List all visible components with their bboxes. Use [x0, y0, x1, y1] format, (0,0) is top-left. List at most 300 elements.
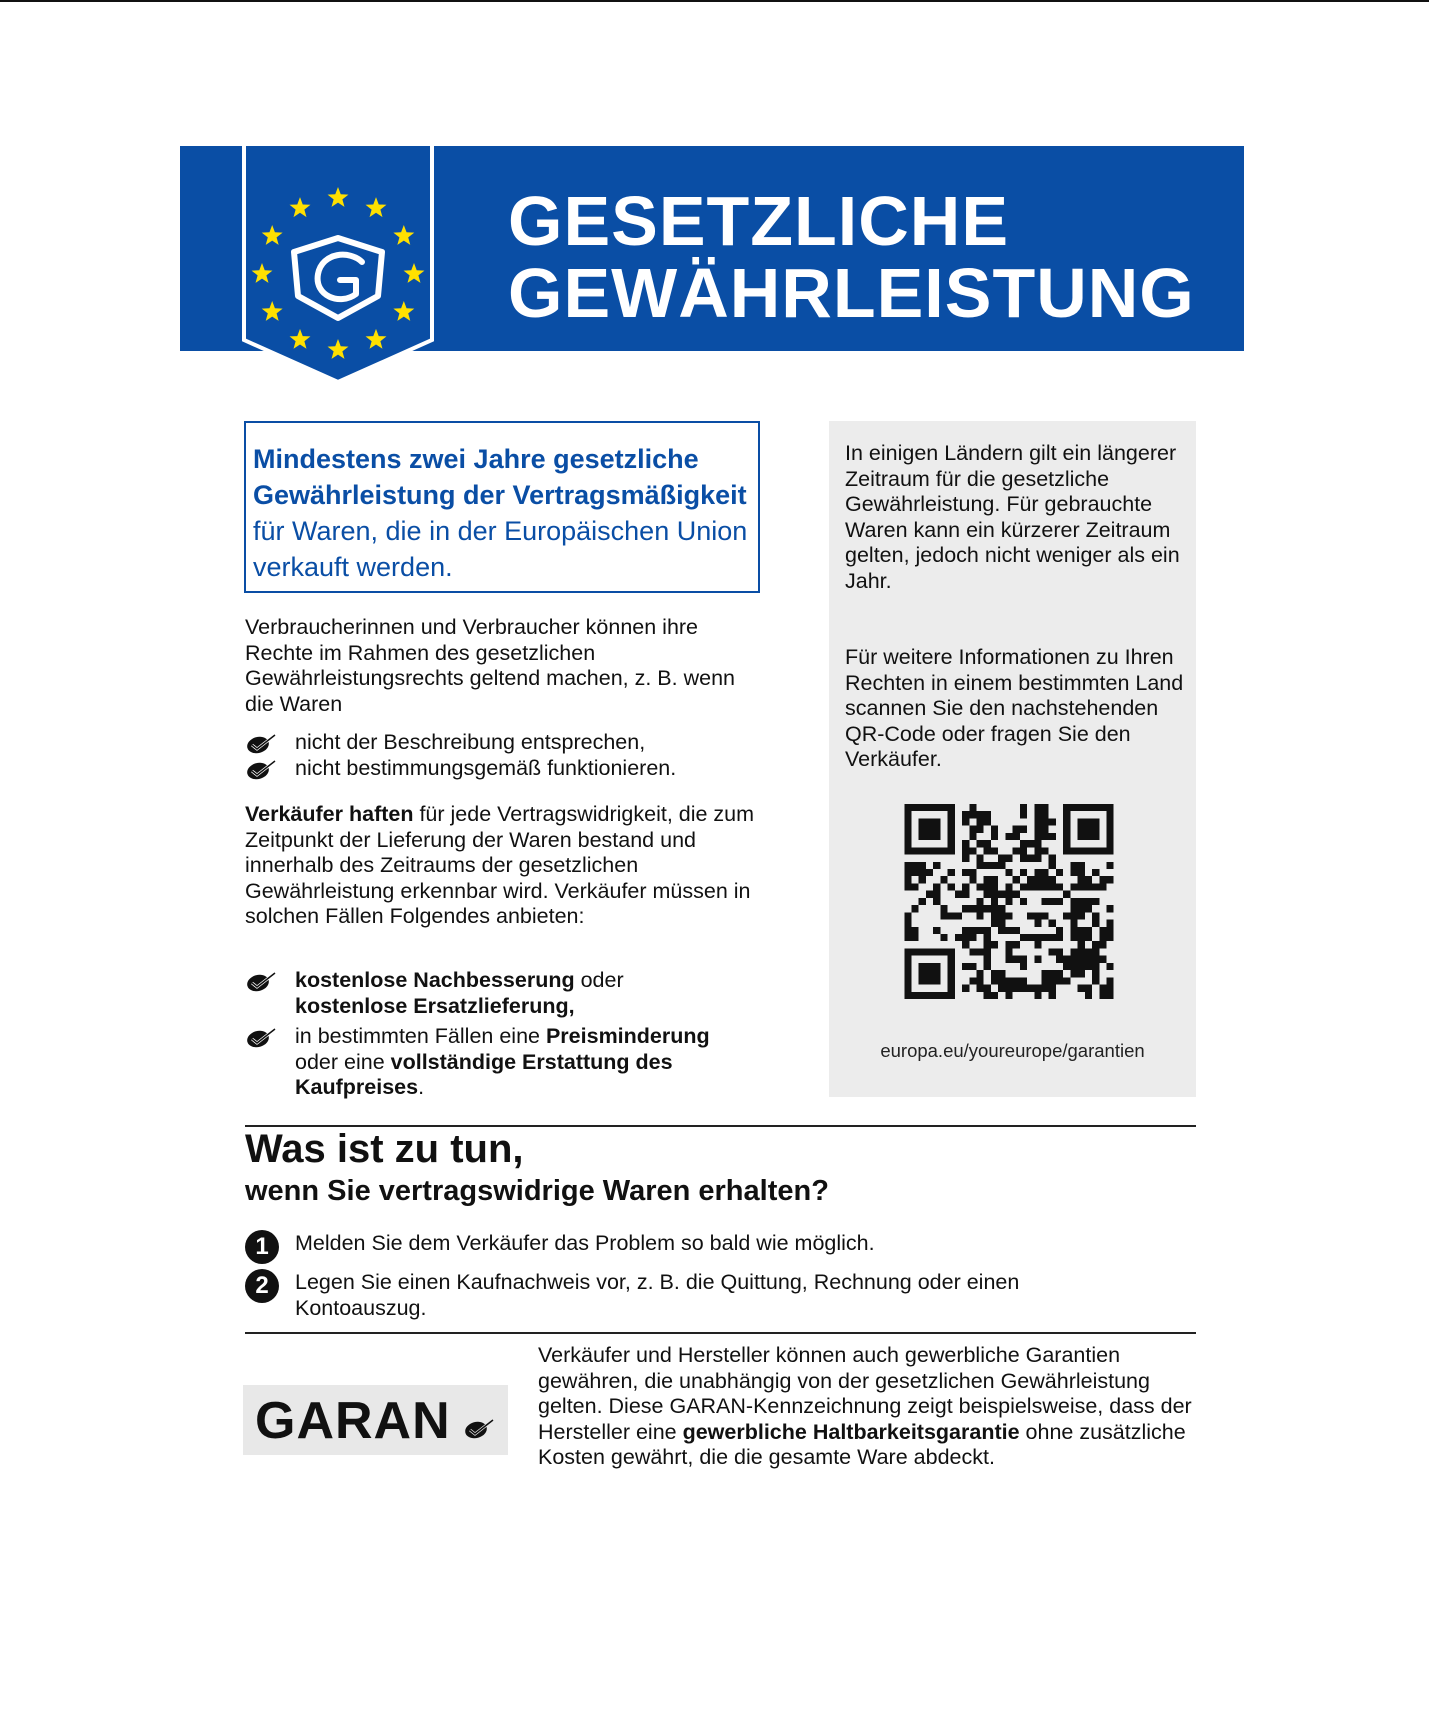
qr-module — [1049, 876, 1056, 883]
qr-module — [1085, 963, 1092, 970]
garan-bold: gewerbliche Haltbarkeitsgarantie — [682, 1419, 1020, 1444]
qr-module — [969, 934, 976, 941]
top-border-line — [0, 0, 1429, 2]
qr-module — [998, 927, 1005, 934]
qr-module — [1092, 920, 1099, 927]
qr-module — [1092, 941, 1099, 948]
qr-module — [904, 876, 911, 883]
qr-module — [984, 992, 991, 999]
qr-module — [991, 862, 998, 869]
qr-module — [904, 862, 911, 869]
qr-module — [998, 905, 1005, 912]
qr-module — [962, 934, 969, 941]
qr-module — [1034, 934, 1041, 941]
qr-code-icon[interactable] — [904, 804, 1114, 999]
qr-module — [1063, 891, 1070, 898]
qr-module — [984, 963, 991, 970]
qr-module — [1013, 927, 1020, 934]
qr-module — [1020, 934, 1027, 941]
qr-module — [1070, 927, 1077, 934]
step-text: Melden Sie dem Verkäufer das Problem so bald wie möglich. — [295, 1231, 875, 1255]
section-divider — [245, 1332, 1196, 1334]
garan-paragraph — [538, 1343, 1198, 1471]
qr-module — [1020, 898, 1027, 905]
qr-module — [904, 920, 911, 927]
qr-module — [1063, 963, 1070, 970]
highlight-bold: Mindestens zwei Jahre gesetzliche Gewährleistung der Vertragsmäßigkeit — [253, 444, 747, 510]
qr-module — [933, 883, 940, 890]
qr-module — [1099, 934, 1106, 941]
qr-module — [1107, 862, 1114, 869]
qr-module — [1070, 905, 1077, 912]
qr-module — [1063, 956, 1070, 963]
qr-module — [1078, 956, 1085, 963]
qr-module — [1034, 811, 1041, 818]
step-number: 2 — [245, 1269, 279, 1303]
qr-module — [1034, 855, 1041, 862]
qr-module — [1107, 985, 1114, 992]
qr-module — [1027, 934, 1034, 941]
qr-module — [969, 869, 976, 876]
qr-module — [1078, 876, 1085, 883]
qr-module — [1005, 956, 1012, 963]
list-item — [245, 756, 775, 782]
qr-module — [969, 876, 976, 883]
qr-module — [1078, 941, 1085, 948]
qr-module — [1092, 912, 1099, 919]
qr-module — [1020, 811, 1027, 818]
qr-module — [1042, 912, 1049, 919]
qr-module — [991, 826, 998, 833]
qr-module — [1034, 876, 1041, 883]
remedy-bold: Preisminderung — [545, 1024, 710, 1048]
qr-module — [1042, 826, 1049, 833]
qr-module — [1042, 804, 1049, 811]
qr-module — [998, 920, 1005, 927]
qr-module — [1013, 956, 1020, 963]
qr-module — [1085, 927, 1092, 934]
qr-module — [1056, 927, 1063, 934]
section-heading: Was ist zu tun, — [245, 1127, 524, 1171]
qr-module — [1034, 912, 1041, 919]
qr-module — [1034, 826, 1041, 833]
qr-module — [1070, 869, 1077, 876]
qr-module — [926, 891, 933, 898]
qr-module — [1107, 905, 1114, 912]
check-seal-icon — [245, 1027, 277, 1049]
qr-module — [1099, 876, 1106, 883]
qr-module — [1013, 985, 1020, 992]
qr-module — [912, 869, 919, 876]
qr-module — [991, 876, 998, 883]
qr-module — [1085, 992, 1092, 999]
qr-module — [1085, 898, 1092, 905]
qr-module — [1085, 883, 1092, 890]
list-item — [245, 1024, 775, 1101]
step-text: Legen Sie einen Kaufnachweis vor, z. B. die Quittung, Rechnung oder einen Kontoauszug. — [295, 1270, 1020, 1320]
qr-module — [940, 905, 947, 912]
qr-module — [1042, 934, 1049, 941]
qr-module — [1034, 833, 1041, 840]
qr-module — [904, 912, 911, 919]
check-seal-icon — [463, 1417, 495, 1441]
qr-module — [984, 927, 991, 934]
qr-module — [1020, 855, 1027, 862]
qr-module — [904, 883, 911, 890]
qr-module — [1013, 833, 1020, 840]
qr-module — [991, 891, 998, 898]
qr-module — [977, 905, 984, 912]
qr-module — [1078, 898, 1085, 905]
qr-module — [1056, 948, 1063, 955]
qr-module — [904, 869, 911, 876]
qr-module — [969, 826, 976, 833]
garan-text: Verkäufer und Hersteller können auch gewerbliche Garantien gewähren, die unabhängig von der gesetzlichen Gewährleistung gelten. Diese GARAN-Kennzeichnung zeigt beispielsweise, dass der Hersteller eine — [538, 1343, 1192, 1444]
qr-module — [977, 840, 984, 847]
qr-module — [1042, 898, 1049, 905]
qr-module — [991, 920, 998, 927]
qr-module — [1070, 862, 1077, 869]
qr-module — [1020, 840, 1027, 847]
check-seal-icon — [245, 971, 277, 993]
qr-module — [912, 862, 919, 869]
qr-module — [984, 876, 991, 883]
qr-module — [1078, 927, 1085, 934]
qr-module — [1034, 869, 1041, 876]
qr-module — [962, 941, 969, 948]
qr-module — [912, 927, 919, 934]
qr-module — [919, 862, 926, 869]
info-url[interactable]: europa.eu/youreurope/garantien — [880, 1040, 1145, 1061]
list-item — [245, 968, 775, 1019]
qr-module — [977, 862, 984, 869]
qr-module — [1085, 948, 1092, 955]
qr-module — [1049, 948, 1056, 955]
intro-paragraph: Verbraucherinnen und Verbraucher können ihre Rechte im Rahmen des gesetzlichen Gewährleistungsrechts geltend machen, z. B. wenn die Waren — [245, 615, 735, 716]
qr-module — [1005, 977, 1012, 984]
qr-module — [969, 833, 976, 840]
qr-module — [1092, 963, 1099, 970]
qr-module — [969, 948, 976, 955]
qr-module — [962, 818, 969, 825]
qr-module — [962, 811, 969, 818]
qr-module — [1005, 941, 1012, 948]
qr-module — [991, 883, 998, 890]
qr-module — [998, 855, 1005, 862]
qr-module — [984, 941, 991, 948]
qr-module — [977, 977, 984, 984]
qr-module — [977, 898, 984, 905]
qr-module — [977, 855, 984, 862]
qr-module — [991, 905, 998, 912]
qr-module — [1107, 876, 1114, 883]
qr-module — [1099, 956, 1106, 963]
qr-module — [955, 934, 962, 941]
qr-module — [1099, 941, 1106, 948]
qr-module — [977, 826, 984, 833]
qr-module — [962, 891, 969, 898]
qr-module — [998, 985, 1005, 992]
conditions-list — [245, 730, 775, 781]
qr-module — [912, 934, 919, 941]
condition-text: nicht bestimmungsgemäß funktionieren. — [295, 755, 677, 780]
remedy-bold: kostenlose Nachbesserung — [295, 968, 575, 992]
qr-module — [1099, 992, 1106, 999]
qr-module — [940, 876, 947, 883]
qr-module — [969, 804, 976, 811]
qr-module — [940, 912, 947, 919]
qr-module — [919, 869, 926, 876]
qr-module — [1034, 818, 1041, 825]
highlight-rest: für Waren, die in der Europäischen Union verkauft werden. — [253, 516, 748, 582]
qr-module — [977, 883, 984, 890]
qr-module — [933, 927, 940, 934]
step-number: 1 — [245, 1230, 279, 1264]
qr-module — [1042, 818, 1049, 825]
qr-module — [933, 862, 940, 869]
qr-module — [1049, 818, 1056, 825]
qr-module — [919, 963, 941, 985]
qr-module — [1092, 948, 1099, 955]
qr-module — [1020, 883, 1027, 890]
qr-module — [1034, 956, 1041, 963]
qr-module — [1042, 977, 1049, 984]
qr-module — [1049, 992, 1056, 999]
qr-module — [1027, 912, 1034, 919]
qr-module — [962, 963, 969, 970]
qr-module — [984, 948, 991, 955]
check-seal-icon — [245, 733, 277, 755]
highlight-box — [244, 421, 760, 593]
qr-module — [1099, 883, 1106, 890]
remedy-text: oder eine — [295, 1049, 391, 1074]
qr-module — [984, 847, 991, 854]
qr-module — [1056, 934, 1063, 941]
qr-module — [1107, 963, 1114, 970]
qr-module — [962, 883, 969, 890]
qr-module — [948, 883, 955, 890]
qr-module — [1042, 970, 1049, 977]
qr-module — [991, 847, 998, 854]
remedy-text: in bestimmten Fällen eine — [295, 1024, 546, 1048]
qr-module — [1070, 963, 1077, 970]
qr-module — [1027, 876, 1034, 883]
qr-module — [1049, 883, 1056, 890]
qr-module — [1020, 869, 1027, 876]
qr-module — [1078, 934, 1085, 941]
qr-module — [1078, 905, 1085, 912]
qr-module — [962, 855, 969, 862]
condition-text: nicht der Beschreibung entsprechen, — [295, 730, 646, 754]
qr-module — [1049, 898, 1056, 905]
qr-module — [1078, 985, 1085, 992]
qr-module — [998, 970, 1005, 977]
qr-module — [962, 905, 969, 912]
qr-module — [1092, 869, 1099, 876]
qr-module — [1099, 927, 1106, 934]
qr-module — [919, 876, 926, 883]
qr-module — [1034, 804, 1041, 811]
qr-module — [1070, 948, 1077, 955]
qr-module — [1078, 963, 1085, 970]
qr-module — [1056, 970, 1063, 977]
qr-module — [919, 898, 926, 905]
step-item — [245, 1231, 1145, 1260]
qr-module — [940, 934, 947, 941]
qr-module — [1056, 977, 1063, 984]
qr-module — [969, 927, 976, 934]
qr-module — [1042, 847, 1049, 854]
qr-module — [1056, 898, 1063, 905]
qr-module — [1107, 927, 1114, 934]
garan-logo — [243, 1385, 508, 1455]
qr-module — [1005, 948, 1012, 955]
qr-module — [1070, 883, 1077, 890]
qr-module — [1027, 883, 1034, 890]
qr-module — [1070, 970, 1077, 977]
qr-module — [969, 977, 976, 984]
qr-module — [1005, 869, 1012, 876]
qr-module — [1013, 826, 1020, 833]
qr-module — [1042, 883, 1049, 890]
qr-module — [998, 912, 1005, 919]
qr-module — [991, 992, 998, 999]
qr-module — [1034, 920, 1041, 927]
qr-module — [912, 883, 919, 890]
qr-module — [1092, 977, 1099, 984]
qr-module — [1020, 963, 1027, 970]
qr-module — [1020, 956, 1027, 963]
qr-module — [1034, 985, 1041, 992]
qr-module — [948, 912, 955, 919]
qr-module — [1070, 898, 1077, 905]
qr-module — [1085, 985, 1092, 992]
qr-module — [962, 927, 969, 934]
qr-module — [962, 869, 969, 876]
qr-module — [904, 934, 911, 941]
qr-module — [1078, 970, 1085, 977]
seller-bold: Verkäufer haften — [245, 802, 414, 826]
qr-module — [962, 840, 969, 847]
qr-module — [1063, 912, 1070, 919]
qr-module — [1049, 934, 1056, 941]
eu-guarantee-badge-icon — [242, 146, 434, 386]
qr-module — [1070, 934, 1077, 941]
qr-module — [1078, 883, 1085, 890]
qr-module — [984, 818, 991, 825]
qr-module — [1049, 970, 1056, 977]
qr-module — [1070, 912, 1077, 919]
qr-module — [926, 869, 933, 876]
qr-module — [1049, 920, 1056, 927]
qr-module — [1034, 941, 1041, 948]
qr-module — [1049, 862, 1056, 869]
qr-module — [984, 862, 991, 869]
qr-module — [1027, 855, 1034, 862]
qr-module — [998, 862, 1005, 869]
qr-module — [1063, 977, 1070, 984]
qr-module — [998, 977, 1005, 984]
title-line-2: GEWÄHRLEISTUNG — [508, 254, 1195, 332]
qr-module — [1092, 883, 1099, 890]
sidebar-paragraph-1: In einigen Ländern gilt ein längerer Zeitraum für die gesetzliche Gewährleistung. Für gebrauchte Waren kann ein kürzerer Zeitraum gelten, jedoch nicht weniger als ein Jahr. — [845, 441, 1180, 593]
qr-module — [969, 905, 976, 912]
qr-module — [1070, 920, 1077, 927]
qr-module — [904, 927, 911, 934]
qr-module — [1049, 855, 1056, 862]
qr-module — [1020, 977, 1027, 984]
qr-module — [1092, 970, 1099, 977]
qr-module — [991, 833, 998, 840]
qr-module — [1042, 985, 1049, 992]
qr-module — [1013, 941, 1020, 948]
remedies-list — [245, 968, 775, 1101]
remedy-bold: kostenlose Ersatzlieferung, — [295, 993, 575, 1018]
title-line-1: GESETZLICHE — [508, 182, 1010, 260]
qr-module — [1092, 956, 1099, 963]
qr-module — [1056, 883, 1063, 890]
qr-module — [1013, 876, 1020, 883]
qr-module — [1070, 956, 1077, 963]
qr-module — [1107, 977, 1114, 984]
qr-module — [1107, 920, 1114, 927]
qr-module — [984, 934, 991, 941]
qr-module — [1034, 840, 1041, 847]
qr-module — [984, 956, 991, 963]
qr-module — [984, 891, 991, 898]
page-title — [508, 182, 1195, 332]
qr-module — [1078, 912, 1085, 919]
remedy-text: oder — [574, 968, 624, 992]
qr-module — [1005, 992, 1012, 999]
qr-module — [1013, 977, 1020, 984]
qr-module — [1092, 898, 1099, 905]
qr-module — [991, 912, 998, 919]
qr-module — [969, 963, 976, 970]
qr-module — [1013, 891, 1020, 898]
qr-module — [1099, 985, 1106, 992]
qr-module — [977, 811, 984, 818]
qr-module — [984, 840, 991, 847]
qr-module — [1056, 956, 1063, 963]
qr-module — [1078, 818, 1100, 840]
qr-module — [998, 891, 1005, 898]
qr-module — [1042, 833, 1049, 840]
section-subheading: wenn Sie vertragswidrige Waren erhalten? — [245, 1175, 829, 1207]
qr-module — [962, 985, 969, 992]
qr-module — [991, 898, 998, 905]
qr-module — [1034, 847, 1041, 854]
qr-module — [962, 847, 969, 854]
qr-module — [1034, 883, 1041, 890]
qr-module — [1020, 847, 1027, 854]
qr-module — [1107, 934, 1114, 941]
garan-logo-text: GARAN — [255, 1392, 451, 1450]
qr-module — [1085, 876, 1092, 883]
qr-module — [1085, 956, 1092, 963]
qr-module — [919, 818, 941, 840]
qr-module — [1042, 811, 1049, 818]
check-seal-icon — [245, 759, 277, 781]
qr-module — [1049, 985, 1056, 992]
qr-module — [1078, 862, 1085, 869]
seller-rest: für jede Vertragswidrigkeit, die zum Zeitpunkt der Lieferung der Waren bestand und innerhalb des Zeitraums der gesetzlichen Gewährleistung erkennbar wird. Verkäufer müssen in solchen Fällen Folgendes anbieten: — [245, 802, 755, 928]
qr-module — [1027, 985, 1034, 992]
qr-module — [912, 905, 919, 912]
qr-module — [977, 927, 984, 934]
qr-module — [991, 977, 998, 984]
qr-module — [933, 898, 940, 905]
